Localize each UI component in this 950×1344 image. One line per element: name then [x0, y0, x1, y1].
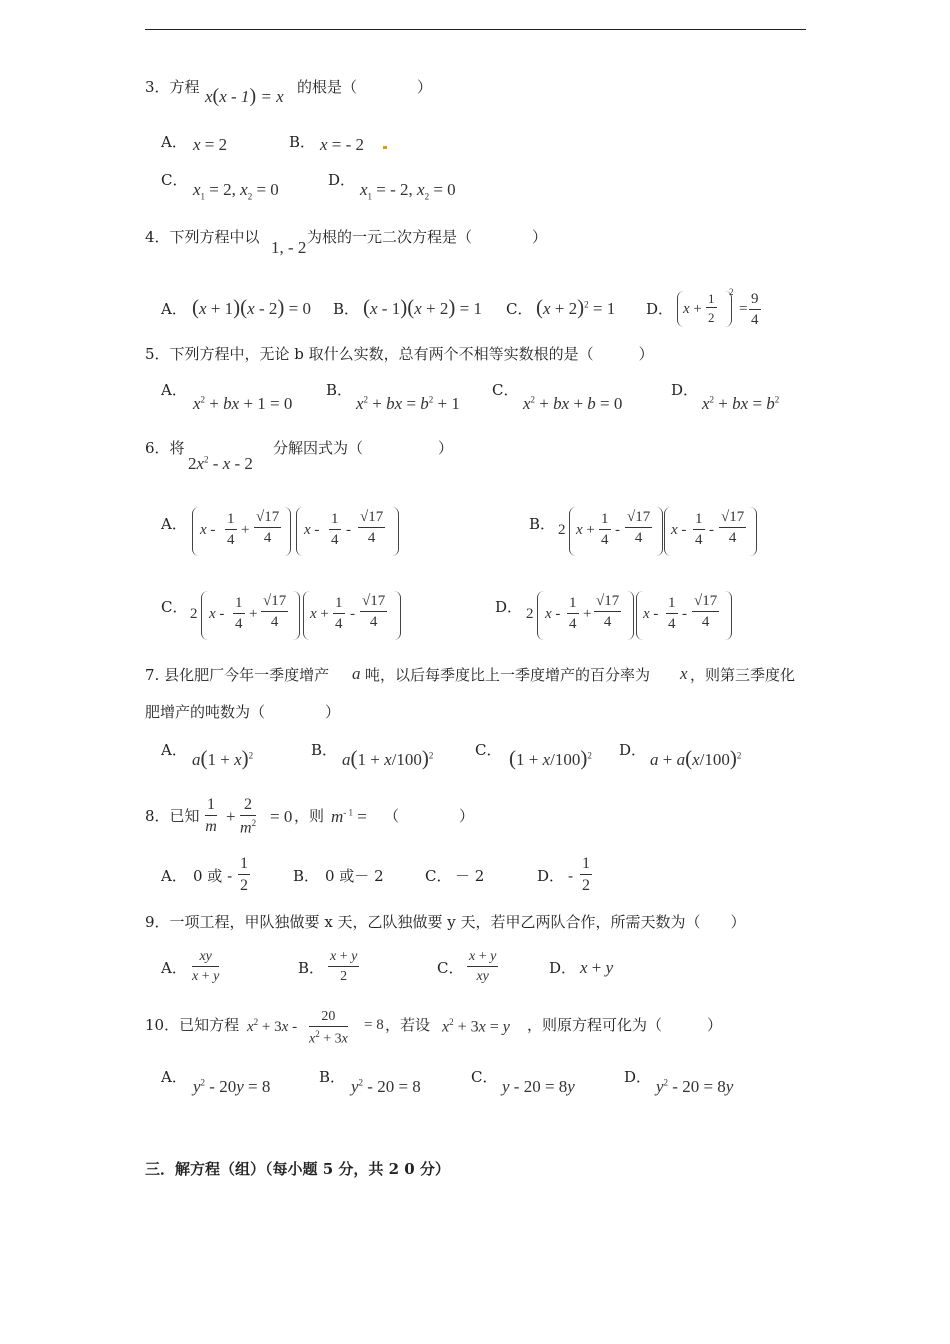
- q9-option-b: $\frac{x + y}{2}$: [330, 949, 358, 984]
- q3-option-a-label: A．: [161, 133, 187, 151]
- q5-option-c-label: C．: [492, 381, 519, 399]
- q7-option-c-label: C．: [475, 741, 502, 759]
- q9-option-c: $\frac{x + y}{xy}$: [469, 949, 497, 984]
- q7-var-a: a: [352, 664, 361, 683]
- q10-option-b-label: B．: [319, 1068, 346, 1086]
- q10-option-a-label: A．: [161, 1068, 187, 1086]
- q8-option-a-label: A．: [161, 867, 187, 885]
- q7-option-a-label: A．: [161, 741, 187, 759]
- q8-option-c: － 2: [455, 867, 485, 885]
- q7-option-a: $a(1 + x)^2$: [192, 746, 254, 770]
- q5-option-a: $x^2$ + bx + 1 = 0: [193, 394, 293, 413]
- q3-option-d: $x_1$ = - 2, $x_2 = 0$: [360, 180, 456, 202]
- q4-option-b: (x - 1)(x + 2) = 1: [363, 295, 482, 319]
- q3-option-c: $x_1 = 2$, $x_2 = 0$: [193, 180, 279, 202]
- q6-option-b-label: B．: [529, 515, 556, 533]
- q3-equation: x(x - 1) = x: [205, 85, 284, 107]
- q9-option-d-label: D．: [549, 959, 577, 977]
- q10-option-c-label: C．: [471, 1068, 498, 1086]
- q3-stem-end: 的根是（ ）: [297, 78, 433, 96]
- q8-option-b-label: B．: [293, 867, 320, 885]
- q8-option-d-frac: $\frac{1}{2}$: [582, 855, 590, 894]
- q8-eq-zero: = 0: [270, 807, 293, 826]
- q3-option-b-label: B．: [289, 133, 316, 151]
- q5-option-d: $x^2$ + bx = $b^2$: [702, 394, 780, 413]
- q8-plus: +: [226, 807, 236, 826]
- q7-line1-c: ，则第三季度化: [690, 666, 796, 684]
- q8-option-c-label: C．: [425, 867, 452, 885]
- q10-eq-left: $x^2 + 3x$ -: [247, 1017, 298, 1035]
- q4-option-a-label: A．: [161, 300, 187, 318]
- q3-option-c-label: C．: [161, 171, 188, 189]
- q7-line1-a: 7. 县化肥厂今年一季度增产: [145, 666, 330, 684]
- q10-option-d: $y^2 - 20 = 8y$: [656, 1077, 734, 1096]
- q8-target: $m^{- 1}$ =: [331, 807, 367, 826]
- q10-eq-frac: $\frac{20}{x^2 + 3x}$: [309, 1009, 348, 1047]
- q4-d-sq: 2: [729, 287, 734, 297]
- q10-option-b: $y^2 - 20 = 8$: [351, 1077, 421, 1096]
- q10-substitution: $x^2 + 3x = y$: [442, 1017, 510, 1036]
- q9-option-a: $\frac{xy}{x + y}$: [192, 949, 220, 984]
- q7-option-b-label: B．: [311, 741, 338, 759]
- q8-option-d-label: D．: [537, 867, 565, 885]
- q10-eq-right: = 8: [364, 1017, 384, 1033]
- section-3-title: 三．解方程（组）（每小题 5 分，共 2 0 分）: [145, 1160, 450, 1178]
- q9-option-c-label: C．: [437, 959, 464, 977]
- q5-option-a-label: A．: [161, 381, 187, 399]
- q10-option-c: y - 20 = 8y: [502, 1077, 575, 1096]
- q6-stem-start: 6．将: [145, 439, 185, 457]
- header-rule: [145, 29, 806, 30]
- q4-stem-end: 为根的一元二次方程是（ ）: [307, 228, 548, 246]
- q7-option-b: $a(1 + x/100)^2$: [342, 746, 434, 770]
- q6-stem-end: 分解因式为（ ）: [273, 439, 454, 457]
- q6-option-d-label: D．: [495, 598, 523, 616]
- q7-line2: 肥增产的吨数为（ ）: [145, 703, 341, 721]
- q9-stem: 9．一项工程，甲队独做要 x 天，乙队独做要 y 天，若甲乙两队合作，所需天数为（ ）: [145, 913, 746, 931]
- stray-mark: [383, 146, 387, 149]
- q6-expression: $2x^2$ - x - 2: [188, 454, 253, 473]
- q8-option-d-minus: -: [568, 867, 574, 885]
- q4-option-a: (x + 1)(x - 2) = 0: [192, 295, 311, 319]
- q10-stem-end: ，则原方程可化为（ ）: [527, 1016, 723, 1034]
- q3-option-b: x = - 2: [320, 135, 365, 154]
- q3-option-a: x = 2: [193, 135, 228, 154]
- q4-d-x: x +: [683, 301, 702, 317]
- q5-stem: 5．下列方程中，无论 b 取什么实数，总有两个不相等实数根的是（ ）: [145, 345, 654, 363]
- q7-option-c: $(1 + x/100)^2$: [509, 746, 592, 770]
- q4-option-d-label: D．: [646, 300, 674, 318]
- q5-option-b: $x^2$ + bx = $b^2 + 1$: [356, 394, 460, 413]
- q8-stem-end: （ ）: [384, 807, 475, 825]
- q5-option-b-label: B．: [326, 381, 353, 399]
- q8-option-b: 0 或－ 2: [325, 867, 384, 885]
- q5-option-d-label: D．: [671, 381, 699, 399]
- q9-option-b-label: B．: [298, 959, 325, 977]
- q10-stem-start: 10．已知方程: [145, 1016, 240, 1034]
- q8-option-a-frac: $\frac{1}{2}$: [240, 855, 248, 894]
- q3-option-d-label: D．: [328, 171, 356, 189]
- q8-stem-then: ，则: [294, 807, 325, 825]
- q8-frac-1m: $\frac{1}{m}$: [205, 796, 217, 835]
- q4-d-eq: =: [739, 301, 748, 317]
- q4-option-c-label: C．: [506, 300, 533, 318]
- q7-line1-b: 吨，以后每季度比上一季度增产的百分率为: [365, 666, 651, 684]
- q8-option-a: 0 或 -: [193, 867, 233, 885]
- q4-option-b-label: B．: [333, 300, 360, 318]
- q10-option-a: $y^2 - 20y = 8$: [193, 1077, 271, 1096]
- q8-stem-start: 8．已知: [145, 807, 200, 825]
- q4-d-nine-fourths: $\frac{9}{4}$: [751, 291, 759, 328]
- q8-frac-2m2: $\frac{2}{m^2}$: [240, 796, 257, 837]
- q10-stem-mid: ，若设: [385, 1016, 431, 1034]
- q3-stem-start: 3．方程: [145, 78, 200, 96]
- q6-option-a-label: A．: [161, 515, 187, 533]
- q9-option-d: x + y: [580, 958, 614, 977]
- q4-roots: 1, - 2: [271, 238, 307, 257]
- q10-option-d-label: D．: [624, 1068, 652, 1086]
- q6-option-c-label: C．: [161, 598, 188, 616]
- q7-var-x: x: [680, 664, 688, 683]
- q4-stem-start: 4．下列方程中以: [145, 228, 260, 246]
- q7-option-d: $a + a(x/100)^2$: [650, 746, 742, 770]
- q9-option-a-label: A．: [161, 959, 187, 977]
- q4-d-half: $\frac{1}{2}$: [708, 291, 715, 325]
- q5-option-c: $x^2$ + bx + b = 0: [523, 394, 623, 413]
- q4-option-c: $(x + 2)^2 = 1$: [536, 295, 616, 319]
- q7-option-d-label: D．: [619, 741, 647, 759]
